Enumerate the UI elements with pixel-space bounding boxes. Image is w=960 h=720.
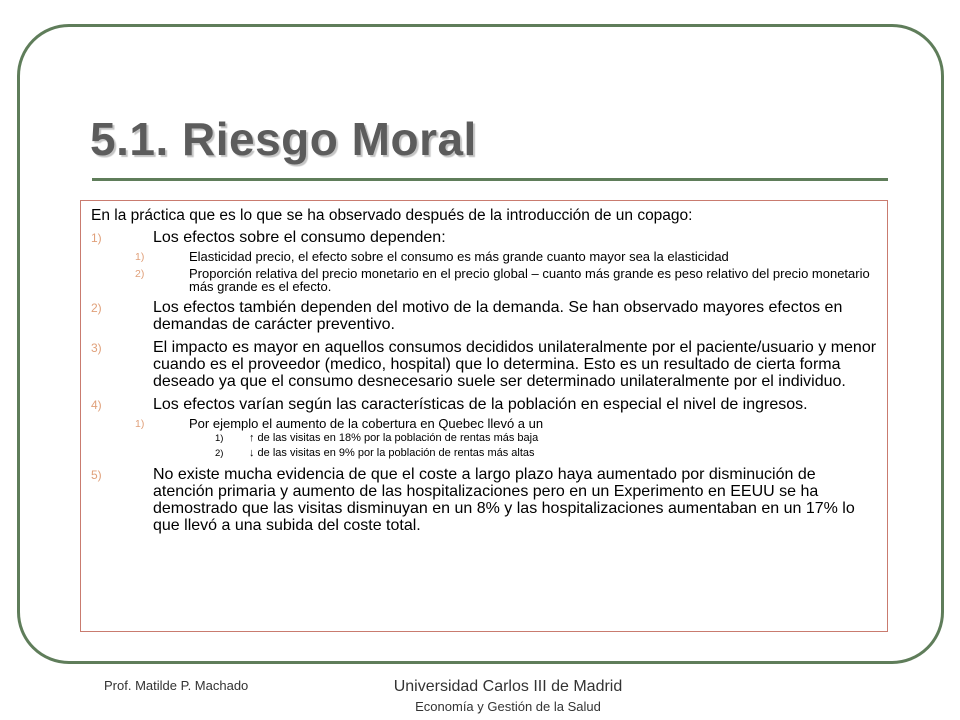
sub-sub-list [215,432,879,460]
sub-list-item [135,249,879,264]
sub-sub-item-number: 2) [215,448,224,459]
sub-item-number: 1) [135,418,145,430]
item-text: Los efectos también dependen del motivo de la demanda. Se han observado mayores efectos en demandas de carácter preventivo. [153,299,843,333]
sub-sub-list-item [215,447,879,460]
sub-sub-item-number: 1) [215,433,224,444]
footer-university: Universidad Carlos III de Madrid [393,678,623,695]
sub-item-number: 2) [135,268,145,280]
item-number: 3) [91,341,102,355]
item-text: El impacto es mayor en aquellos consumos decididos unilateralmente por el paciente/usuario y menor cuando es el proveedor (medico, hospital) que lo determina. Esto es un resultado de cierta forma deseado ya que el consumo desnecesario suele ser determinado unilateralmente por el individuo. [153,339,877,390]
content-box [80,200,888,632]
list-item [91,229,879,293]
main-list [91,229,879,534]
item-number: 5) [91,468,102,482]
footer-institution [368,678,648,714]
sub-list-item [135,266,879,294]
sub-sub-item-text: ↓ de las visitas en 9% por la población de rentas más altas [249,447,535,459]
sub-sub-item-text: ↑ de las visitas en 18% por la población de rentas más baja [249,432,539,444]
slide-title: 5.1. Riesgo Moral [90,113,477,165]
sub-item-text: Por ejemplo el aumento de la cobertura en Quebec llevó a un [189,416,544,431]
list-item [91,466,879,534]
title-divider [92,178,888,181]
sub-item-text: Elasticidad precio, el efecto sobre el consumo es más grande cuanto mayor sea la elasticidad [189,249,729,264]
sub-list [135,416,879,460]
item-number: 1) [91,231,102,245]
sub-item-number: 1) [135,251,145,263]
footer-course: Economía y Gestión de la Salud [415,699,601,714]
item-number: 4) [91,398,102,412]
list-item [91,299,879,333]
sub-sub-list-item [215,432,879,445]
sub-item-text: Proporción relativa del precio monetario en el precio global – cuanto más grande es peso relativo del precio monetario más grande es el efecto. [189,266,870,294]
item-text: Los efectos sobre el consumo dependen: [153,229,446,246]
item-number: 2) [91,301,102,315]
footer-author: Prof. Matilde P. Machado [104,678,249,693]
item-text: No existe mucha evidencia de que el coste a largo plazo haya aumentado por disminución de atención primaria y aumento de las hospitalizaciones pero en un Experimento en EEUU se ha demostrado que las visitas disminuyan en un 8% y las hospitalizaciones aumentaban en un 17% lo que llevó a una subida del coste total. [153,466,855,534]
sub-list-item [135,416,879,460]
list-item [91,339,879,390]
sub-list [135,249,879,294]
intro-text: En la práctica que es lo que se ha observado después de la introducción de un copago: [91,207,693,224]
list-item [91,396,879,460]
item-text: Los efectos varían según las características de la población en especial el nivel de ingresos. [153,396,808,413]
